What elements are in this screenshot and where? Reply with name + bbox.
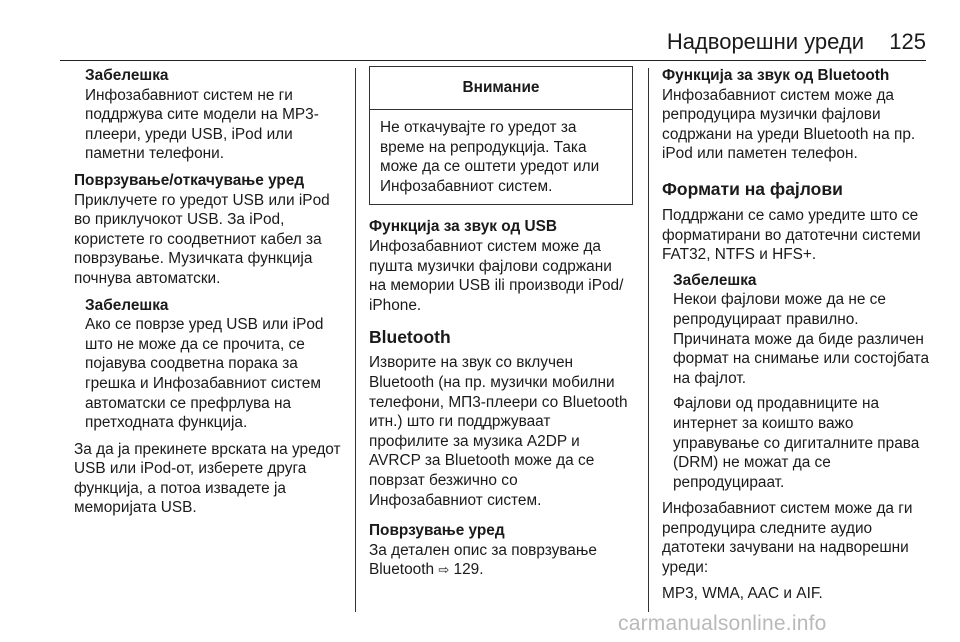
column-divider-right xyxy=(648,68,649,612)
usb-audio-title: Функција за звук од USB xyxy=(369,218,558,236)
disconnect-paragraph: За да ја прекинете врската на уредот USB или iPod-от, изберете друга функција, а потоа извадете ја меморијата USB. xyxy=(74,440,341,517)
note-1-title: Забелешка xyxy=(85,67,169,84)
column-divider-left xyxy=(355,68,356,612)
page-header xyxy=(60,30,926,61)
note-1-text: Инфозабавниот систем не ги поддржува сите модели на MP3-плеери, уреди USB, iPod или паметни телефони. xyxy=(85,86,319,163)
column-1 xyxy=(74,66,342,518)
note-2 xyxy=(74,296,342,433)
file-formats-heading: Формати на фајлови xyxy=(662,178,843,199)
note-1 xyxy=(74,66,342,164)
column-3 xyxy=(662,66,932,603)
file-formats-text: Поддржани се само уредите што се форматирани во датотечни системи FAT32, NTFS и HFS+. xyxy=(662,206,921,264)
usb-audio-text: Инфозабавниот систем може да пушта музички фајлови содржани на мемории USB ili производи iPod/ iPhone. xyxy=(369,237,624,314)
note-2-text: Ако се поврзе уред USB или iPod што не може да се прочита, се појавува соодветна порака за грешка и Инфозабавниот систем автоматски се префрлува на претходната функција. xyxy=(85,316,324,432)
audio-files-list: MP3, WMA, AAC и AIF. xyxy=(662,584,823,602)
note-formats xyxy=(662,271,932,493)
section-connect-disconnect-text: Приклучете го уредот USB или iPod во приклучокот USB. За iPod, користете го соодветниот кабел за поврзување. Музичката функција почнува автоматски. xyxy=(74,191,330,287)
warning-text: Не откачувајте го уредот за време на репродукција. Така може да се оштети уредот или Инфозабавниот систем. xyxy=(380,119,600,195)
bluetooth-audio-text: Инфозабавниот систем може да репродуцира музички фајлови содржани на уреди Bluetooth на пр. iPod или паметен телефон. xyxy=(662,86,916,163)
connect-device-title: Поврзување уред xyxy=(369,522,505,540)
page-number: 125 xyxy=(889,29,926,54)
bluetooth-audio-title: Функција за звук од Bluetooth xyxy=(662,67,890,84)
section-connect-disconnect-title: Поврзување/откачување уред xyxy=(74,171,305,189)
audio-files-text: Инфозабавниот систем може да ги репродуцира следните аудио датотеки зачувани на надворешни уреди: xyxy=(662,500,913,577)
page-ref[interactable]: 129. xyxy=(453,561,484,579)
column-2 xyxy=(369,66,633,580)
warning-box xyxy=(369,66,633,205)
bluetooth-heading: Bluetooth xyxy=(369,327,451,348)
section-title: Надворешни уреди xyxy=(666,29,864,54)
note-formats-title: Забелешка xyxy=(673,271,757,289)
warning-title: Внимание xyxy=(370,67,632,110)
note-2-title: Забелешка xyxy=(85,296,169,314)
connect-device-text: За детален опис за поврзување Bluetooth ⇨ 129. xyxy=(369,541,597,579)
note-formats-text-1: Некои фајлови може да не се репродуцираат правилно. Причината може да биде различен формат на снимање или состојбата на фајлот. xyxy=(673,291,930,387)
watermark: carmanualsonline.info xyxy=(618,612,827,635)
note-formats-text-2: Фајлови од продавниците на интернет за коишто важо управување со дигиталните права (DRM) не можат да се репродуцираат. xyxy=(673,395,920,491)
bluetooth-text: Изворите на звук со вклучен Bluetooth (на пр. музички мобилни телефони, MП3-плеери со Bluetooth итн.) што ги поддржуваат профилите за музика A2DP и AVRCP за Bluetooth може да се поврзат безжично со Инфозабавниот систем. xyxy=(369,354,628,509)
page-ref-arrow-icon: ⇨ xyxy=(438,562,450,578)
